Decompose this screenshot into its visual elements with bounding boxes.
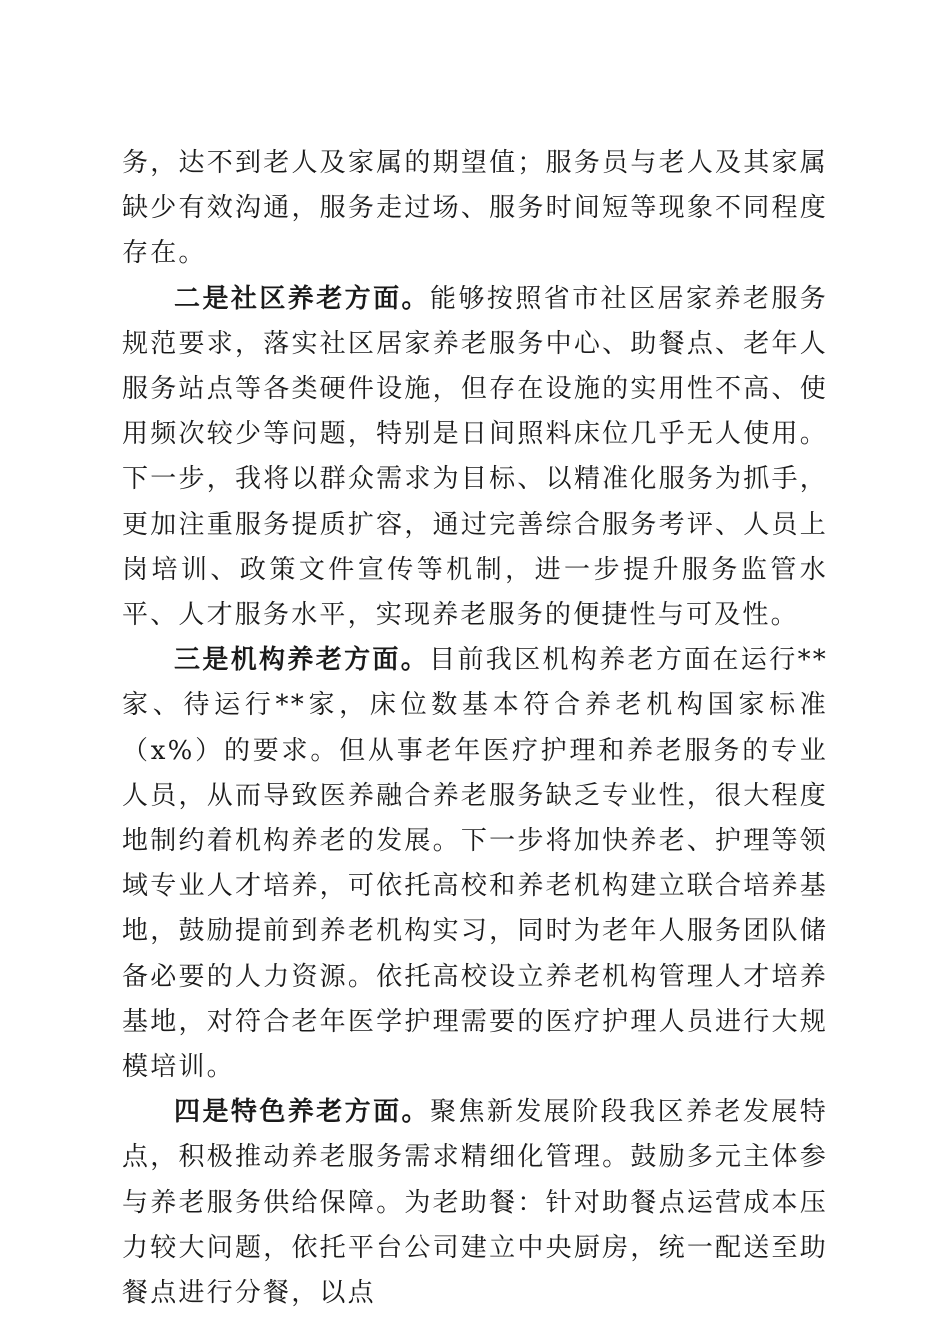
paragraph-featured-care <box>122 1090 828 1316</box>
paragraph-1-text: 务，达不到老人及家属的期望值；服务员与老人及其家属缺少有效沟通，服务走过场、服务时间短等现象不同程度存在。 <box>122 148 828 269</box>
document-body <box>122 141 828 1316</box>
paragraph-4-lead: 四是特色养老方面。 <box>174 1097 430 1128</box>
paragraph-4-text: 聚焦新发展阶段我区养老发展特点，积极推动养老服务需求精细化管理。鼓励多元主体参与养老服务供给保障。为老助餐：针对助餐点运营成本压力较大问题，依托平台公司建立中央厨房，统一配送至助餐点进行分餐，以点 <box>122 1097 828 1309</box>
paragraph-continuation <box>122 141 828 277</box>
paragraph-2-lead: 二是社区养老方面。 <box>174 283 430 314</box>
paragraph-3-text: 目前我区机构养老方面在运行**家、待运行**家，床位数基本符合养老机构国家标准（x%）的要求。但从事老年医疗护理和养老服务的专业人员，从而导致医养融合养老服务缺乏专业性，很大程度地制约着机构养老的发展。下一步将加快养老、护理等领域专业人才培养，可依托高校和养老机构建立联合培养基地，鼓励提前到养老机构实习，同时为老年人服务团队储备必要的人力资源。依托高校设立养老机构管理人才培养基地，对符合老年医学护理需要的医疗护理人员进行大规模培训。 <box>122 645 828 1083</box>
paragraph-3-lead: 三是机构养老方面。 <box>174 645 430 676</box>
paragraph-community-care <box>122 277 828 639</box>
paragraph-2-text: 能够按照省市社区居家养老服务规范要求，落实社区居家养老服务中心、助餐点、老年人服务站点等各类硬件设施，但存在设施的实用性不高、使用频次较少等问题，特别是日间照料床位几乎无人使用。下一步，我将以群众需求为目标、以精准化服务为抓手，更加注重服务提质扩容，通过完善综合服务考评、人员上岗培训、政策文件宣传等机制，进一步提升服务监管水平、人才服务水平，实现养老服务的便捷性与可及性。 <box>122 283 828 631</box>
paragraph-institutional-care <box>122 638 828 1090</box>
